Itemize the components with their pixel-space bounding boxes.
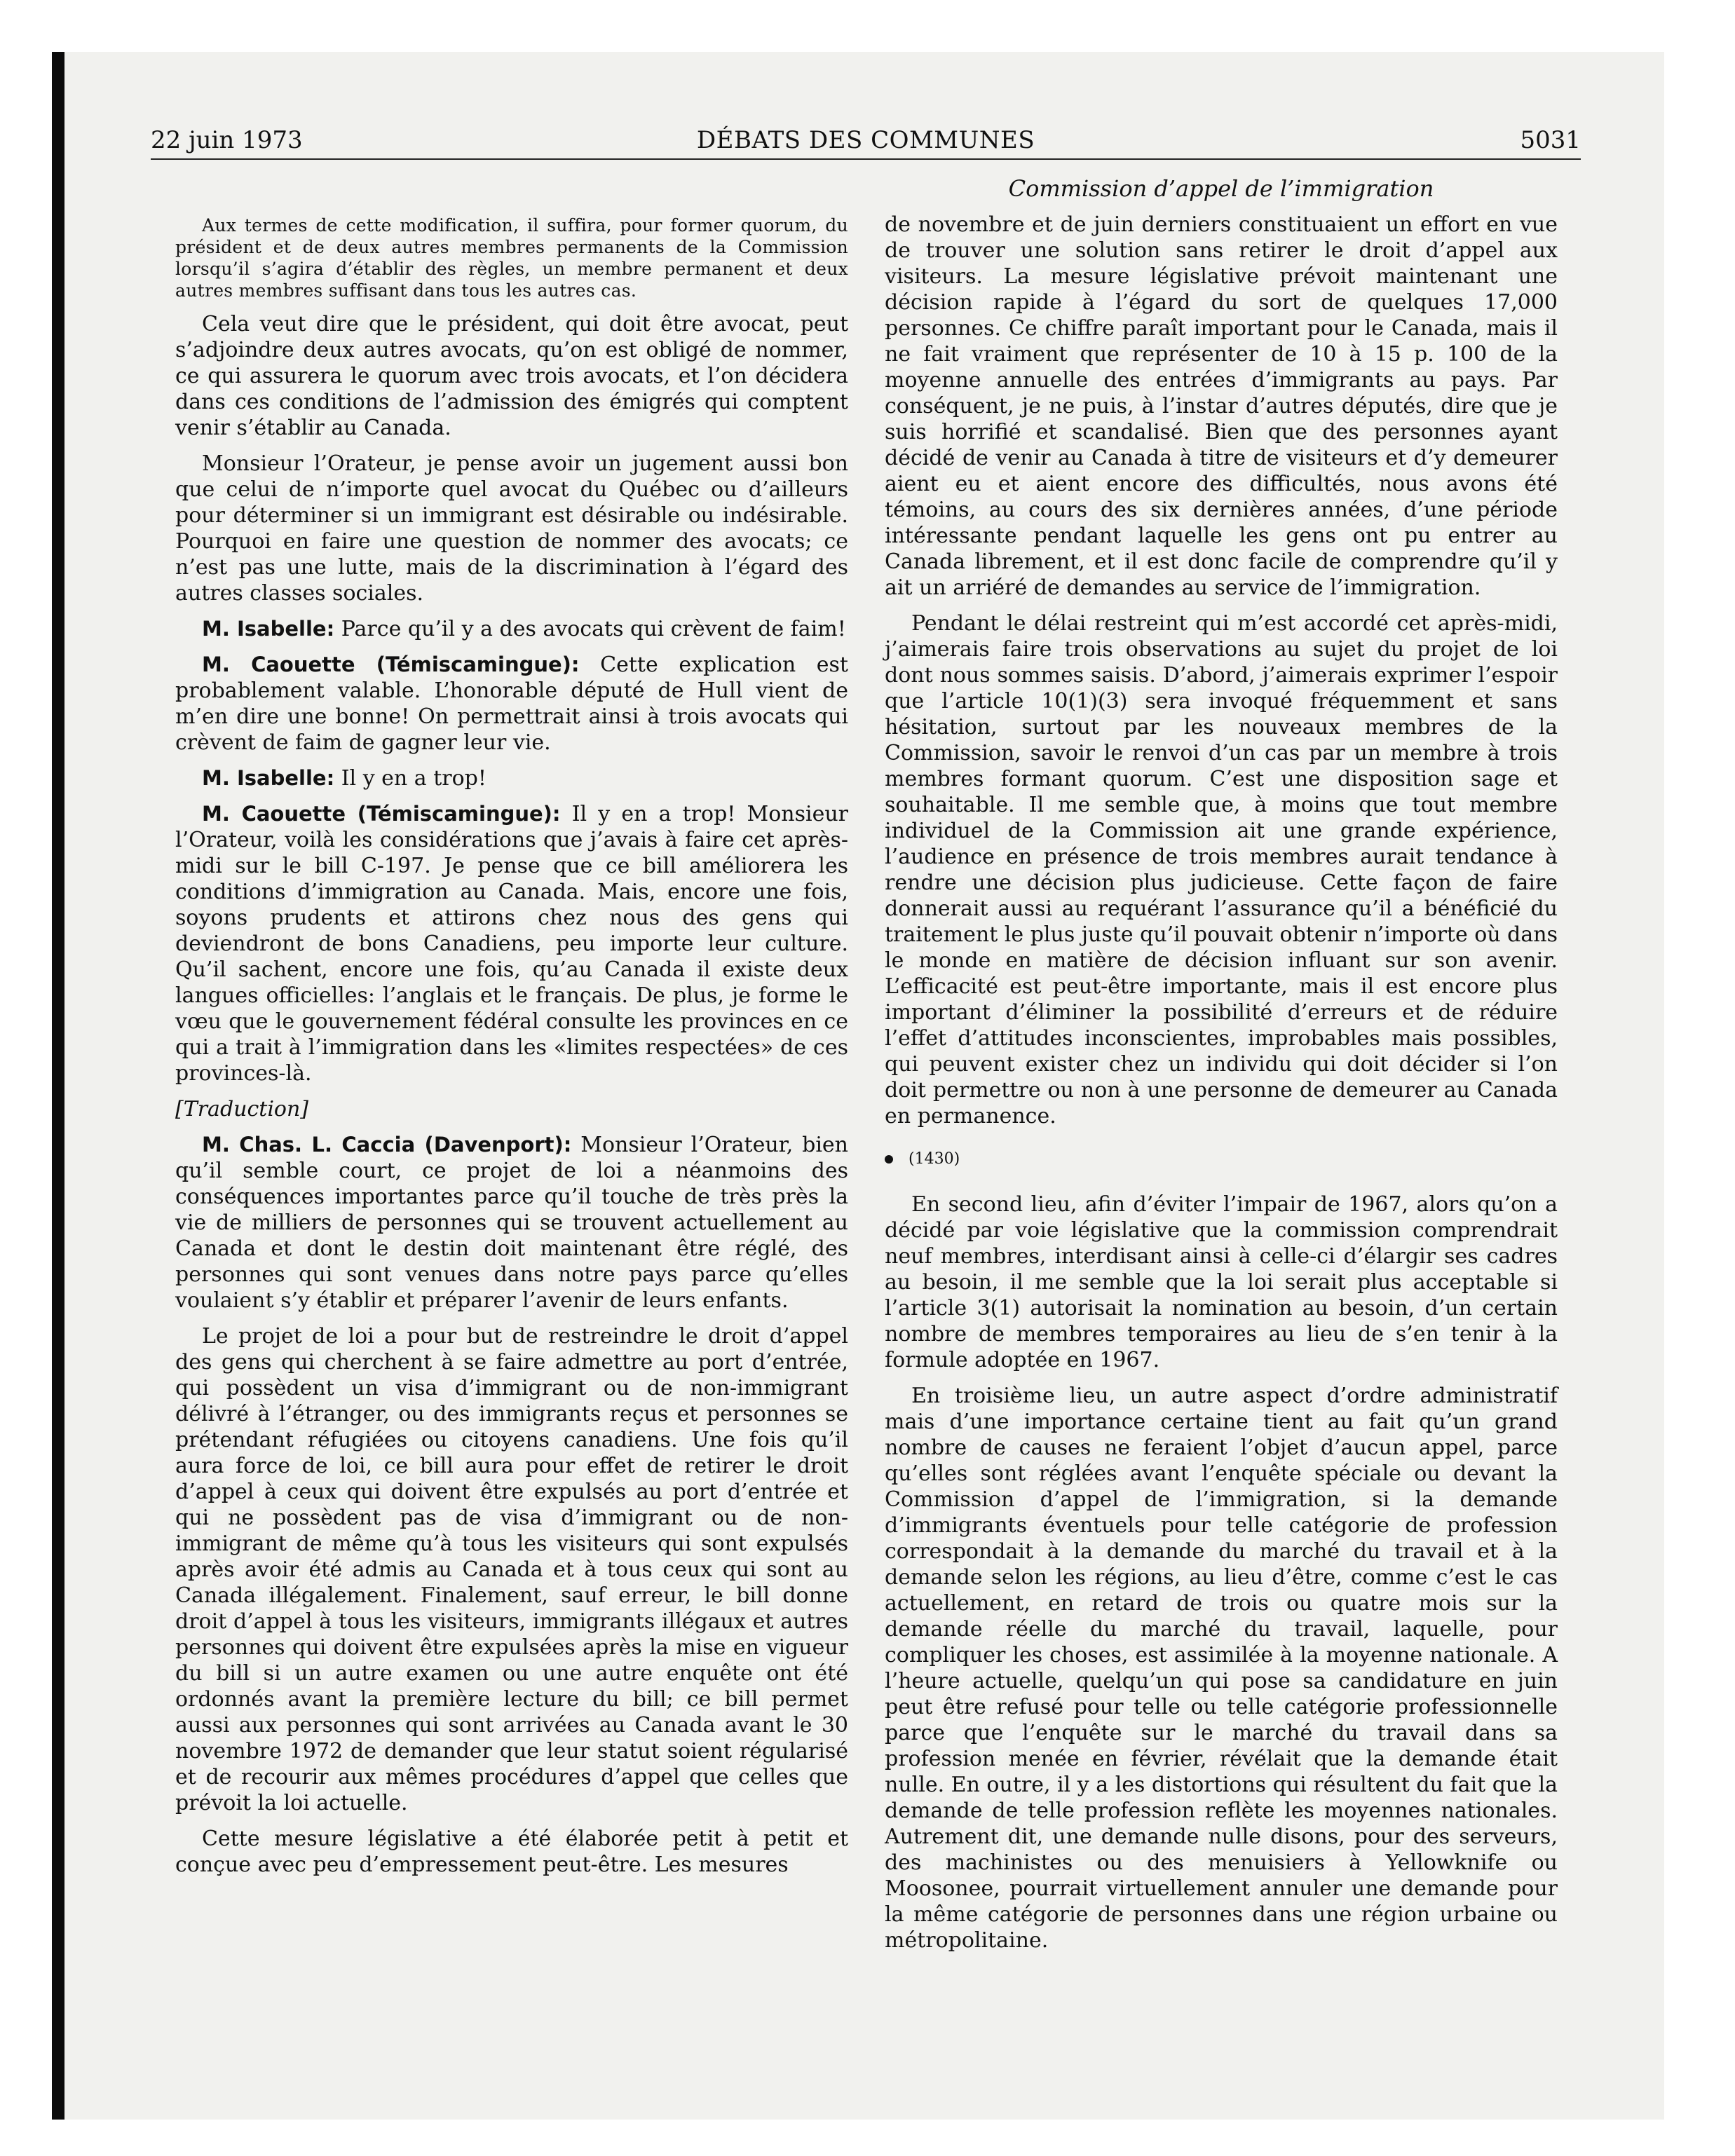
- page-header: [151, 126, 1581, 161]
- translation-tag: [Traduction]: [175, 1097, 309, 1121]
- speech: [175, 765, 848, 791]
- paragraph: Cette mesure législative a été élaborée petit à petit et conçue avec peu d’empressement peut-être. Les mesures: [175, 1827, 848, 1877]
- section-title: Commission d’appel de l’immigration: [1008, 175, 1434, 202]
- speech-text: Il y en a trop! Monsieur l’Orateur, voilà les considérations que j’avais à faire cet après-midi sur le bill C-197. Je pense que ce bill améliorera les conditions d’immigration au Canada. Mais, encore une fois, soyons prudents et attirons chez nous des gens qui deviendront de bons Canadiens, peu importe leur culture. Qu’il sachent, encore une fois, qu’au Canada il existe deux langues officielles: l’anglais et le français. De plus, je forme le vœu que le gouvernement fédéral consulte les provinces en ce qui a trait à l’immigration dans les «limites respectées» de ces provinces-là.: [175, 802, 849, 1086]
- paragraph: Cela veut dire que le président, qui doit être avocat, peut s’adjoindre deux autres avocats, qu’on est obligé de nommer, ce qui assurera le quorum avec trois avocats, et l’on décidera dans ces conditions de l’admission des émigrés qui comptent venir s’établir au Canada.: [175, 312, 848, 440]
- page-number: 5031: [1520, 126, 1581, 154]
- right-column: [885, 175, 1558, 1963]
- paragraph: En second lieu, afin d’éviter l’impair de 1967, alors qu’on a décidé par voie législative que la commission comprendrait neuf membres, interdisant ainsi à celle-ci d’élargir ses cadres au besoin, il me semble que la loi serait plus acceptable si l’article 3(1) autorisait la nomination au besoin, d’un certain nombre de membres temporaires au lieu de s’en tenir à la formule adoptée en 1967.: [885, 1192, 1558, 1372]
- header-date: 22 juin 1973: [151, 126, 303, 154]
- paragraph: En troisième lieu, un autre aspect d’ordre administratif mais d’une importance certaine tient au fait qu’un grand nombre de causes ne feraient l’objet d’aucun appel, parce qu’elles sont réglées avant l’enquête spéciale ou devant la Commission d’appel de l’immigration, si la demande d’immigrants éventuels pour telle catégorie de profession correspondait à la demande du marché du travail et à la demande selon les régions, au lieu d’être, comme c’est le cas actuellement, en retard de trois ou quatre mois sur la demande réelle du marché du travail, laquelle, pour compliquer les choses, est assimilée à la moyenne nationale. A l’heure actuelle, quelqu’un qui pose sa candidature en juin peut être refusé pour telle ou telle catégorie professionnelle parce que l’enquête sur le marché du travail dans sa profession menée en février, révélait que la demande était nulle. En outre, il y a les distortions qui résultent du fait que la demande de telle profession reflète les moyennes nationales. Autrement dit, une demande nulle disons, pour des serveurs, des machinistes ou des menuisiers à Yellowknife ou Moosonee, pourrait virtuellement annuler une demande pour la même catégorie de personnes dans une région urbaine ou métropolitaine.: [885, 1384, 1558, 1953]
- bullet-icon: [885, 1155, 893, 1164]
- paragraph: Monsieur l’Orateur, je pense avoir un jugement aussi bon que celui de n’importe quel avocat du Québec ou d’ailleurs pour déterminer si un immigrant est désirable ou indésirable. Pourquoi en faire une question de nommer des avocats; ce n’est pas une lutte, mais de la discrimination à l’égard des autres classes sociales.: [175, 451, 848, 606]
- speech: [175, 616, 848, 642]
- time-marker: [885, 1146, 1558, 1172]
- left-column: [175, 175, 848, 1888]
- paragraph: Pendant le délai restreint qui m’est accordé cet après-midi, j’aimerais faire trois observations au sujet du projet de loi dont nous sommes saisis. D’abord, j’aimerais exprimer l’espoir que l’article 10(1)(3) sera invoqué fréquemment et sans hésitation, surtout par les nouveaux membres de la Commission, savoir le renvoi d’un cas par un membre à trois membres formant quorum. C’est une disposition sage et souhaitable. Il me semble que, à moins que tout membre individuel de la Commission ait une grande expérience, l’audience en présence de trois membres aurait tendance à rendre une décision plus judicieuse. Cette façon de faire donnerait aussi au requérant l’assurance qu’il a bénéficié du traitement le plus juste qu’il pouvait obtenir n’importe où dans le monde en matière de décision influant sur son avenir. L’efficacité est peut-être importante, mais il est encore plus important d’éliminer la possibilité d’erreurs et de réduire l’effet d’attitudes inconscientes, improbables mais possibles, qui peuvent exister chez un individu qui doit décider si l’on doit permettre ou non à une personne de demeurer au Canada en permanence.: [885, 611, 1558, 1128]
- paragraph: Le projet de loi a pour but de restreindre le droit d’appel des gens qui cherchent à se faire admettre au port d’entrée, qui possèdent un visa d’immigrant ou de non-immigrant délivré à l’étranger, ou des immigrants reçus et personnes se prétendant réfugiées ou citoyens canadiens. Une fois qu’il aura force de loi, ce bill aura pour effet de retirer le droit d’appel à ceux qui doivent être expulsés au port d’entrée et qui ne possèdent pas de visa d’immigrant ou de non-immigrant de même qu’à tous les visiteurs qui sont expulsés après avoir été admis au Canada et à tous ceux qui sont au Canada illégalement. Finalement, sauf erreur, le bill donne droit d’appel à tous les visiteurs, immigrants illégaux et autres personnes qui doivent être expulsées après la mise en vigueur du bill si un autre examen ou une autre enquête ont été ordonnés avant la première lecture du bill; ce bill permet aussi aux personnes qui sont arrivées au Canada avant le 30 novembre 1972 de demander que leur statut soient régularisé et de recourir aux mêmes procédures d’appel que celles que prévoit la loi actuelle.: [175, 1324, 848, 1815]
- header-rule: [151, 158, 1581, 160]
- header-title: DÉBATS DES COMMUNES: [696, 126, 1035, 154]
- speech: [175, 652, 848, 756]
- speech-text: Cette explication est probablement valable. L’honorable député de Hull vient de m’en dire une bonne! On permettrait ainsi à trois avocats qui crèvent de faim de gagner leur vie.: [175, 653, 848, 755]
- speech-text: Monsieur l’Orateur, bien qu’il semble court, ce projet de loi a néanmoins des conséquences importantes parce qu’il touche de très près la vie de milliers de personnes qui se trouvent actuellement au Canada et dont le destin doit maintenant être réglé, des personnes qui sont venues dans notre pays parce qu’elles voulaient s’y établir et préparer l’avenir de leurs enfants.: [175, 1133, 848, 1313]
- speech: [175, 801, 848, 1086]
- speaker-name: M. Chas. L. Caccia (Davenport):: [202, 1133, 572, 1157]
- speaker-name: M. Isabelle:: [202, 617, 335, 641]
- speaker-name: M. Caouette (Témiscamingue):: [202, 802, 561, 826]
- speech-text: Parce qu’il y a des avocats qui crèvent de faim!: [334, 617, 846, 641]
- amendment-summary: Aux termes de cette modification, il suffira, pour former quorum, du président et de deux autres membres permanents de la Commission lorsqu’il s’agira d’établir des règles, un membre permanent et deux autres membres suffisant dans tous les autres cas.: [175, 215, 848, 301]
- speaker-name: M. Isabelle:: [202, 766, 335, 790]
- scan-border: [52, 52, 64, 2120]
- paragraph: de novembre et de juin derniers constituaient un effort en vue de trouver une solution sans retirer le droit d’appel aux visiteurs. La mesure législative prévoit maintenant une décision rapide à l’égard du sort de quelques 17,000 personnes. Ce chiffre paraît important pour le Canada, mais il ne fait vraiment que représenter de 10 à 15 p. 100 de la moyenne annuelle des entrées d’immigrants au pays. Par conséquent, je ne puis, à l’instar d’autres députés, dire que je suis horrifié et scandalisé. Bien que des personnes ayant décidé de venir au Canada à titre de visiteurs et d’y demeurer aient eu et aient encore des difficultés, nous avons été témoins, au cours des six dernières années, d’une période intéressante pendant laquelle les gens ont pu entrer au Canada librement, et il est donc facile de comprendre qu’il y ait un arriéré de demandes au service de l’immigration.: [885, 212, 1558, 600]
- speech: [175, 1132, 848, 1314]
- speech-text: Il y en a trop!: [334, 766, 487, 791]
- speaker-name: M. Caouette (Témiscamingue):: [202, 653, 580, 676]
- time-marker-text: (1430): [909, 1150, 960, 1168]
